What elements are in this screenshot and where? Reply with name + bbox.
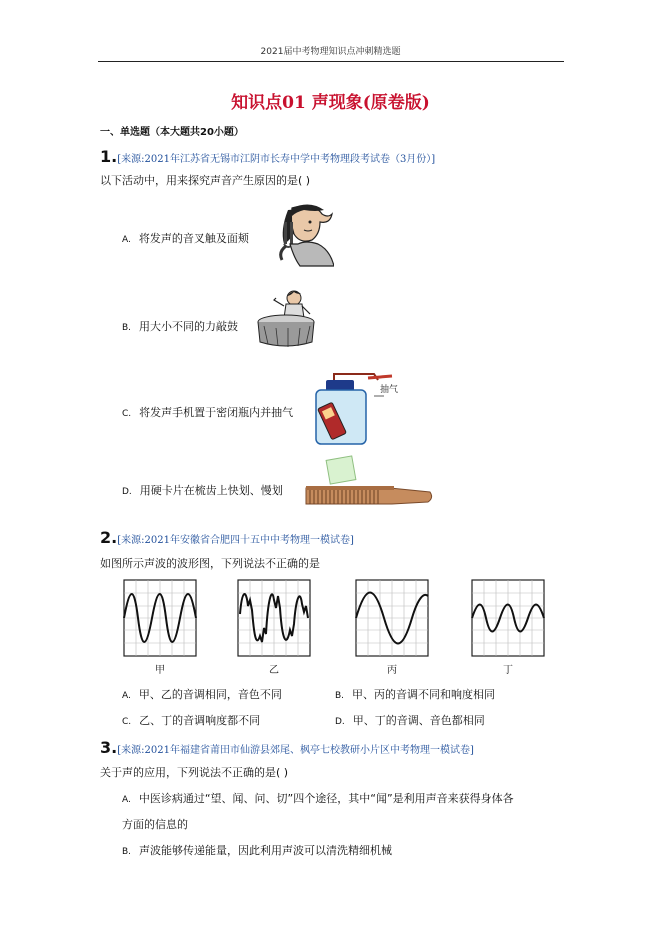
q2-option-a-text: 甲、乙的音调相同，音色不同 (138, 688, 282, 701)
waveform-ding (470, 578, 546, 658)
section-heading: 一、单选题（本大题共20小题） (100, 127, 244, 138)
comb-card-illustration (300, 454, 434, 516)
drum-illustration (254, 288, 318, 350)
q1-option-a-text: 将发声的音叉触及面颊 (138, 232, 249, 245)
q1-number: 1. (100, 147, 118, 166)
q1-option-c-letter: C. (122, 409, 132, 419)
q3-option-a-letter: A. (122, 795, 131, 805)
q1-option-b-letter: B. (122, 323, 132, 333)
q2-option-d-letter: D. (335, 717, 345, 727)
q2-option-c-text: 乙、丁的音调响度都不同 (139, 714, 261, 727)
wave-label-yi: 乙 (269, 665, 279, 676)
tuning-fork-face-illustration (270, 200, 334, 268)
q3-option-b-letter: B. (122, 847, 132, 857)
q3-option-a-continued: 方面的信息的 (122, 818, 188, 831)
q2-number: 2. (100, 528, 118, 547)
q3-number: 3. (100, 738, 118, 757)
phone-in-jar-illustration (304, 370, 404, 446)
wave-label-jia: 甲 (155, 665, 165, 676)
q3-option-a-text-line1: 中医诊病通过“望、闻、问、切”四个途径，其中“闻”是利用声音来获得身体各 (138, 792, 514, 805)
header-divider (98, 61, 564, 62)
q2-option-b-letter: B. (335, 691, 345, 701)
q3-stem: 关于声的应用，下列说法不正确的是( ) (100, 766, 289, 779)
q2-option-a-letter: A. (122, 691, 131, 701)
wave-label-bing: 丙 (387, 665, 397, 676)
q1-option-b[interactable] (122, 318, 238, 334)
q2-source: [来源:2021年安徽省合肥四十五中中考物理一模试卷] (117, 535, 354, 546)
q1-option-d-letter: D. (122, 487, 132, 497)
q2-option-a[interactable] (122, 686, 282, 702)
waveform-yi (236, 578, 312, 658)
q3-option-b-text: 声波能够传递能量，因此利用声波可以清洗精细机械 (139, 844, 393, 857)
q2-option-c-letter: C. (122, 717, 132, 727)
waveform-jia (122, 578, 198, 658)
q1-option-b-text: 用大小不同的力敲鼓 (139, 320, 239, 333)
q1-source: [来源:2021年江苏省无锡市江阴市长寿中学中考物理段考试卷（3月份）] (117, 154, 436, 165)
q1-source-line (100, 147, 435, 166)
wave-label-ding: 丁 (503, 665, 513, 676)
page-header: 2021届中考物理知识点冲刺精选题 (260, 47, 401, 57)
q1-option-c[interactable] (122, 404, 293, 420)
q2-option-b-text: 甲、丙的音调不同和响度相同 (352, 688, 496, 701)
q2-option-b[interactable] (335, 686, 495, 702)
page-title: 知识点01 声现象(原卷版) (231, 93, 430, 113)
q1-option-d[interactable] (122, 482, 283, 498)
q1-stem: 以下活动中，用来探究声音产生原因的是( ) (100, 174, 311, 187)
q2-stem: 如图所示声波的波形图，下列说法不正确的是 (100, 557, 320, 570)
q3-source: [来源:2021年福建省莆田市仙游县郊尾、枫亭七校教研小片区中考物理一模试卷] (117, 745, 474, 756)
q1-option-d-text: 用硬卡片在梳齿上快划、慢划 (139, 484, 283, 497)
q2-source-line (100, 528, 354, 547)
q2-option-d[interactable] (335, 712, 485, 728)
waveform-bing (354, 578, 430, 658)
q1-option-a-letter: A. (122, 235, 131, 245)
q3-option-b[interactable] (122, 842, 392, 858)
q1-option-c-text: 将发声手机置于密闭瓶内并抽气 (139, 406, 294, 419)
q3-source-line (100, 738, 474, 757)
q2-option-d-text: 甲、丁的音调、音色都相同 (352, 714, 485, 727)
q3-option-a[interactable] (122, 790, 514, 806)
q1-option-a[interactable] (122, 230, 249, 246)
q2-option-c[interactable] (122, 712, 260, 728)
pump-label: 抽气 (380, 385, 399, 395)
